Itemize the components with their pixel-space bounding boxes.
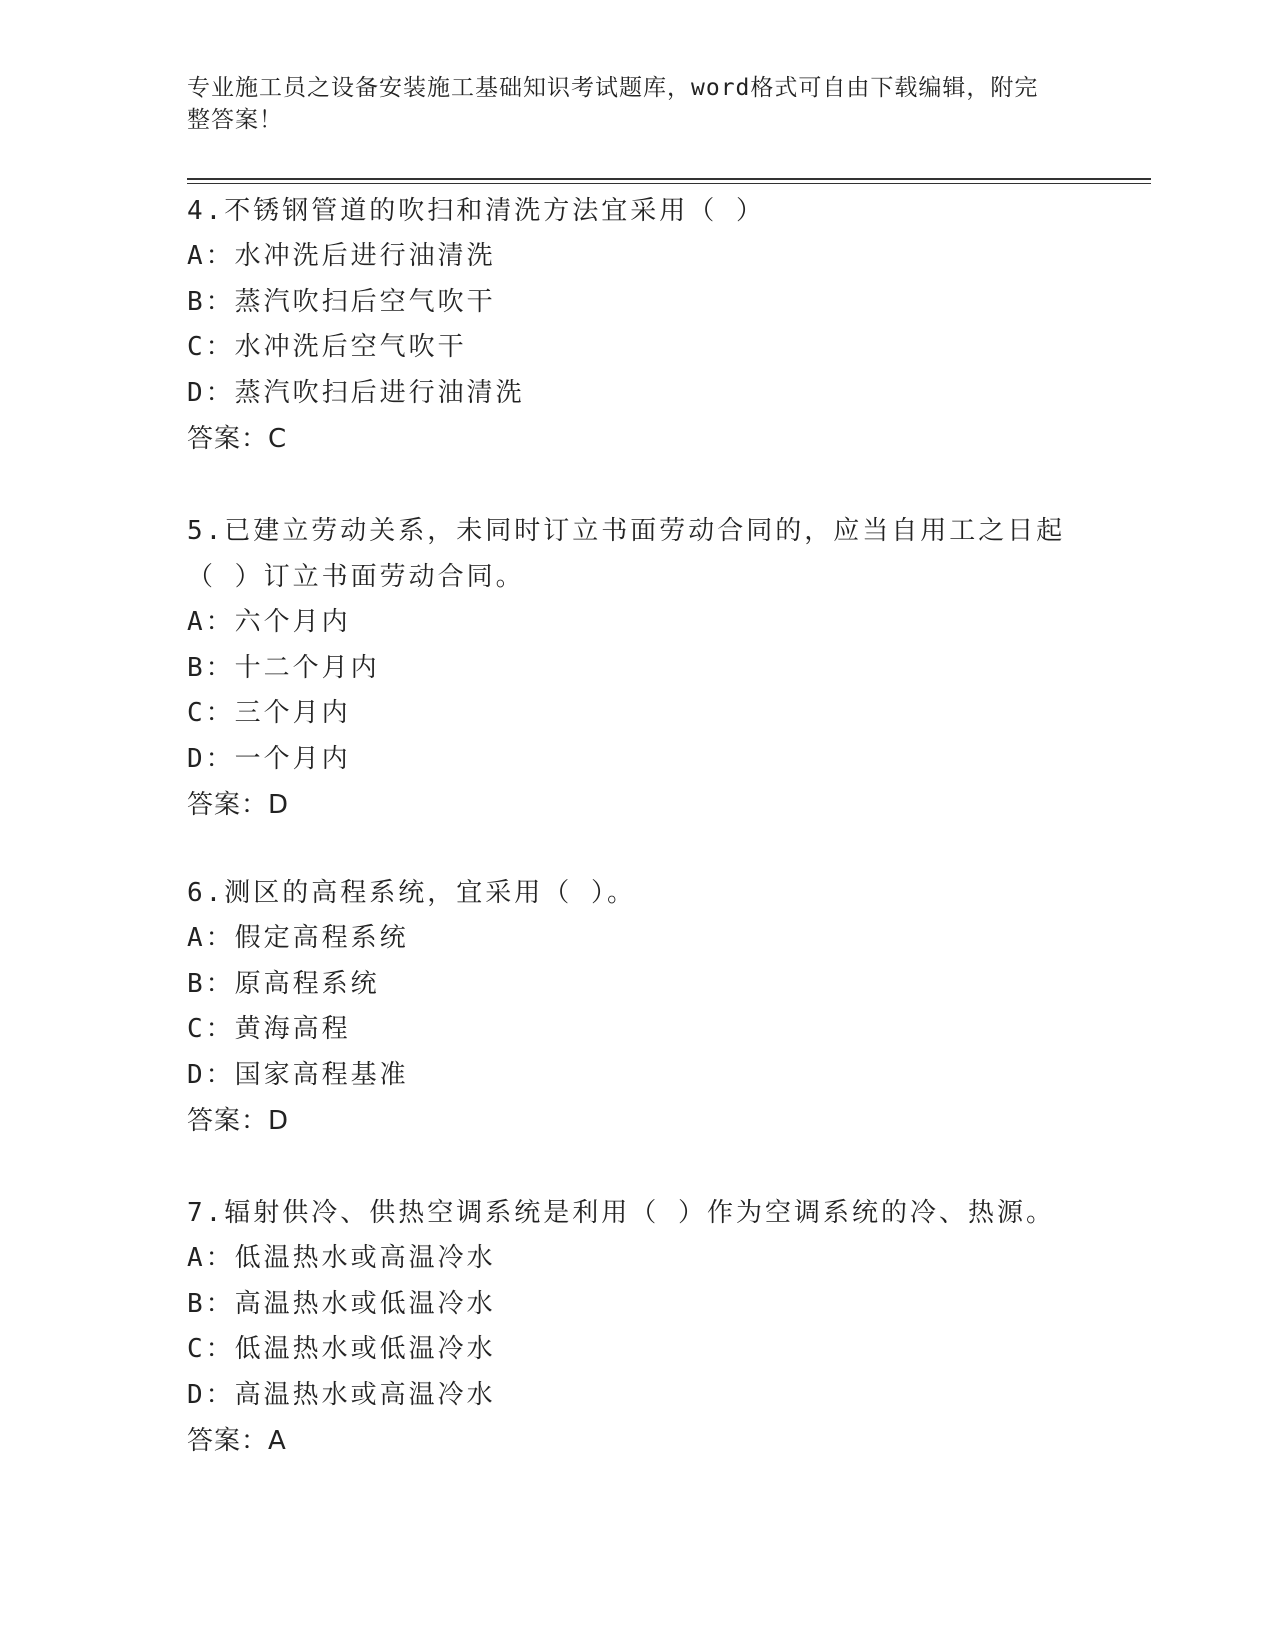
option-b: B：十二个月内 (187, 652, 380, 683)
header-line-2: 整答案！ (187, 107, 283, 133)
question-5 (187, 508, 1087, 828)
document-header (187, 72, 1067, 136)
option-d: D：一个月内 (187, 743, 351, 774)
option-c: C：低温热水或低温冷水 (187, 1334, 496, 1364)
answer-line: 答案：A (187, 1426, 287, 1456)
answer-line: 答案：C (187, 424, 288, 454)
question-4 (187, 188, 1087, 462)
answer-line: 答案：D (187, 1106, 290, 1136)
option-b: B：高温热水或低温冷水 (187, 1288, 496, 1319)
option-a: A：假定高程系统 (187, 923, 409, 953)
option-b: B：蒸汽吹扫后空气吹干 (187, 286, 496, 317)
header-divider-thin (187, 183, 1151, 184)
question-stem: 4.不锈钢管道的吹扫和清洗方法宜采用（ ） (187, 196, 765, 226)
question-7 (187, 1190, 1087, 1464)
option-a: A：六个月内 (187, 607, 351, 637)
option-a: A：水冲洗后进行油清洗 (187, 241, 496, 271)
option-a: A：低温热水或高温冷水 (187, 1243, 496, 1273)
option-d: D：蒸汽吹扫后进行油清洗 (187, 377, 525, 408)
question-6 (187, 870, 1087, 1144)
option-d: D：高温热水或高温冷水 (187, 1379, 496, 1410)
header-line-1: 专业施工员之设备安装施工基础知识考试题库，word格式可自由下载编辑，附完 (187, 75, 1039, 101)
option-c: C：水冲洗后空气吹干 (187, 332, 467, 362)
question-stem-line-1: 5.已建立劳动关系，未同时订立书面劳动合同的，应当自用工之日起 (187, 516, 1066, 546)
option-b: B：原高程系统 (187, 968, 380, 999)
option-c: C：黄海高程 (187, 1014, 351, 1044)
header-divider-thick (187, 178, 1151, 180)
question-stem: 6.测区的高程系统，宜采用（ ）。 (187, 878, 636, 908)
question-stem-line-2: （ ）订立书面劳动合同。 (187, 562, 525, 592)
answer-line: 答案：D (187, 790, 290, 820)
option-d: D：国家高程基准 (187, 1059, 409, 1090)
question-stem: 7.辐射供冷、供热空调系统是利用（ ）作为空调系统的冷、热源。 (187, 1198, 1055, 1228)
option-c: C：三个月内 (187, 698, 351, 728)
